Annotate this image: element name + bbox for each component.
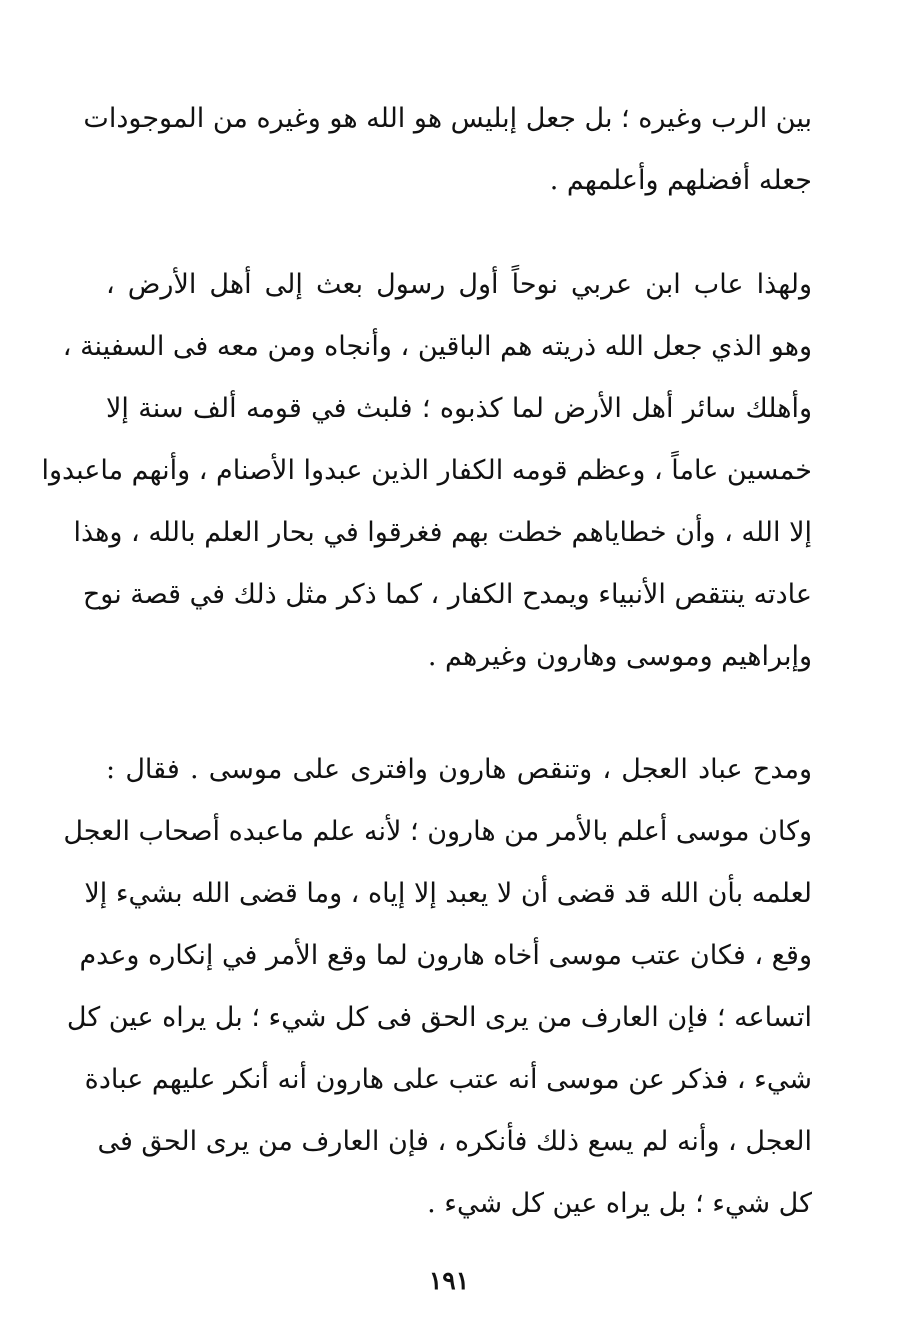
text-line: عادته ينتقص الأنبياء ويمدح الكفار ، كما ذكر مثل ذلك في قصة نوح	[82, 579, 812, 610]
text-line: اتساعه ؛ فإن العارف من يرى الحق فى كل شيء ؛ بل يراه عين كل	[66, 1002, 812, 1033]
text-line: بين الرب وغيره ؛ بل جعل إبليس هو الله هو وغيره من الموجودات	[83, 103, 812, 134]
text-line: ومدح عباد العجل ، وتنقص هارون وافترى على موسى . فقال :	[106, 754, 812, 785]
text-line: وهو الذي جعل الله ذريته هم الباقين ، وأنجاه ومن معه فى السفينة ،	[62, 331, 812, 362]
paragraph-3	[63, 739, 812, 1235]
text-line: لعلمه بأن الله قد قضى أن لا يعبد إلا إياه ، وما قضى الله بشيء إلا	[84, 878, 812, 909]
text-line: كل شيء ؛ بل يراه عين كل شيء .	[427, 1188, 812, 1219]
text-line: العجل ، وأنه لم يسع ذلك فأنكره ، فإن العارف من يرى الحق فى	[97, 1126, 812, 1157]
text-line: وقع ، فكان عتب موسى أخاه هارون لما وقع الأمر في إنكاره وعدم	[79, 940, 812, 971]
text-line: إلا الله ، وأن خطاياهم خطت بهم فغرقوا في بحار العلم بالله ، وهذا	[73, 517, 812, 548]
text-line: خمسين عاماً ، وعظم قومه الكفار الذين عبدوا الأصنام ، وأنهم ماعبدوا	[41, 455, 812, 486]
text-line: وأهلك سائر أهل الأرض لما كذبوه ؛ فلبث في قومه ألف سنة إلا	[106, 393, 812, 424]
text-line: وإبراهيم وموسى وهارون وغيرهم .	[427, 641, 812, 672]
text-line: جعله أفضلهم وأعلمهم .	[549, 165, 812, 196]
text-line: وكان موسى أعلم بالأمر من هارون ؛ لأنه علم ماعبده أصحاب العجل	[63, 816, 812, 847]
page-number: ١٩١	[428, 1266, 470, 1295]
text-line: ولهذا عاب ابن عربي نوحاً أول رسول بعث إلى أهل الأرض ،	[106, 269, 812, 300]
paragraph-1	[83, 88, 812, 212]
paragraph-2	[41, 254, 812, 688]
text-line: شيء ، فذكر عن موسى أنه عتب على هارون أنه أنكر عليهم عبادة	[84, 1064, 812, 1095]
